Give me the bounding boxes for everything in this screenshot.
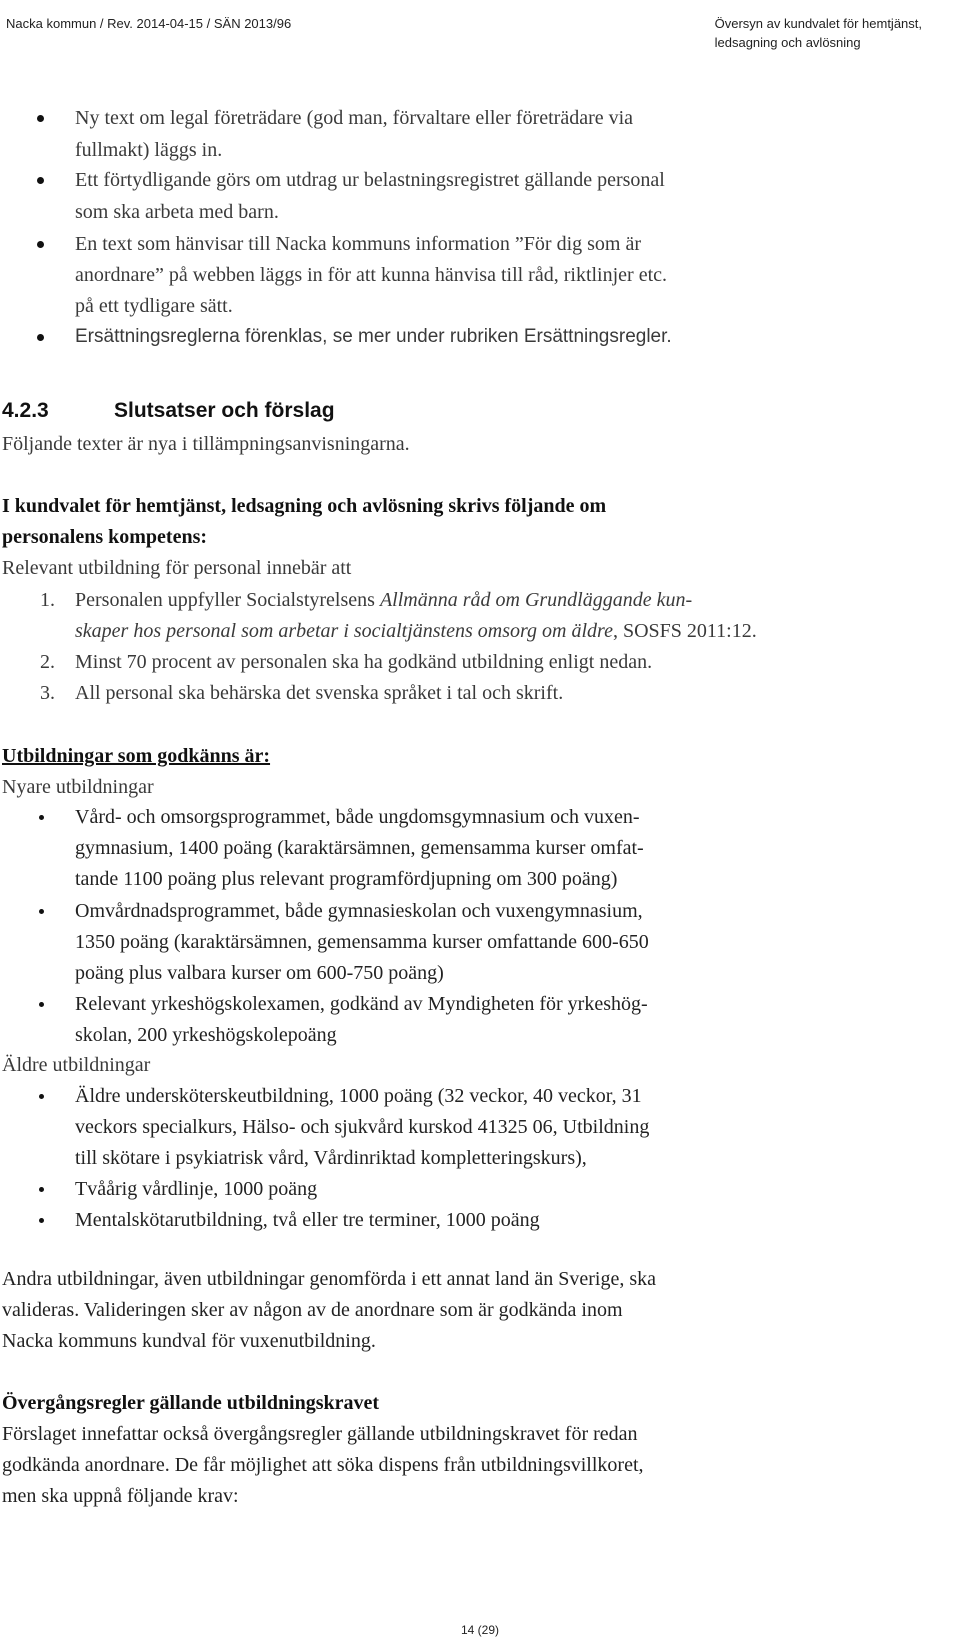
list-item-text: veckors specialkurs, Hälso- och sjukvård kurskod 41325 06, Utbildning xyxy=(75,1116,650,1138)
list-item-text: tande 1100 poäng plus relevant programfördjupning om 300 poäng) xyxy=(75,868,618,890)
header-document-title xyxy=(715,14,922,52)
section-number: 4.2.3 xyxy=(2,399,49,422)
competence-heading-line2: personalens kompetens: xyxy=(2,526,208,548)
paragraph-line: Nacka kommuns kundval för vuxenutbildning. xyxy=(2,1330,376,1352)
list-item-text: som ska arbeta med barn. xyxy=(75,201,279,223)
list-item-text: Tvåårig vårdlinje, 1000 poäng xyxy=(75,1178,318,1200)
competence-heading-line1: I kundvalet för hemtjänst, ledsagning och avlösning skrivs följande om xyxy=(2,495,607,517)
list-number: 3. xyxy=(40,682,55,704)
list-item-text: poäng plus valbara kurser om 600-750 poäng) xyxy=(75,962,444,984)
list-item-text: Mentalskötarutbildning, två eller tre terminer, 1000 poäng xyxy=(75,1209,540,1231)
list-item-text: Äldre undersköterskeutbildning, 1000 poäng (32 veckor, 40 veckor, 31 xyxy=(75,1085,642,1107)
list-item-text: gymnasium, 1400 poäng (karaktärsämnen, gemensamma kurser omfat- xyxy=(75,837,644,859)
bullet-icon xyxy=(39,1218,44,1223)
list-item-text: Vård- och omsorgsprogrammet, både ungdomsgymnasium och vuxen- xyxy=(75,806,640,828)
header-title-line2: ledsagning och avlösning xyxy=(714,35,861,50)
paragraph-line: Förslaget innefattar också övergångsregler gällande utbildningskravet för redan xyxy=(2,1423,638,1445)
older-label: Äldre utbildningar xyxy=(2,1054,151,1076)
list-item-text: fullmakt) läggs in. xyxy=(75,139,223,161)
list-item-text: Ny text om legal företrädare (god man, förvaltare eller företrädare via xyxy=(75,107,634,129)
list-item-text: anordnare” på webben läggs in för att kunna hänvisa till råd, riktlinjer etc. xyxy=(75,264,668,286)
approved-heading: Utbildningar som godkänns är: xyxy=(2,745,271,767)
list-item-text: En text som hänvisar till Nacka kommuns information ”För dig som är xyxy=(75,233,642,255)
bullet-icon xyxy=(39,1187,44,1192)
list-item-text: Relevant yrkeshögskolexamen, godkänd av Myndigheten för yrkeshög- xyxy=(75,993,648,1015)
newer-label: Nyare utbildningar xyxy=(2,776,154,798)
section-title: Slutsatser och förslag xyxy=(114,399,335,422)
list-item-text: 1350 poäng (karaktärsämnen, gemensamma kurser omfattande 600-650 xyxy=(75,931,649,953)
header-reference: Nacka kommun / Rev. 2014-04-15 / SÄN 2013/96 xyxy=(6,16,292,31)
list-item-text: Ersättningsreglerna förenklas, se mer under rubriken Ersättningsregler. xyxy=(75,326,672,347)
publication-title-cont: skaper hos personal som arbetar i socialtjänstens omsorg om äldre xyxy=(75,620,613,642)
header-title-line1: Översyn av kundvalet för hemtjänst, xyxy=(714,16,922,31)
bullet-icon xyxy=(39,1002,44,1007)
list-item-text: skolan, 200 yrkeshögskolepoäng xyxy=(75,1024,337,1046)
section-heading xyxy=(2,395,335,427)
bullet-icon xyxy=(37,177,44,184)
list-item-text xyxy=(75,584,692,616)
paragraph-line: godkända anordnare. De får möjlighet att söka dispens från utbildningsvillkoret, xyxy=(2,1454,644,1476)
list-item-text: till skötare i psykiatrisk vård, Vårdinriktad kompletteringskurs), xyxy=(75,1147,587,1169)
section-intro: Följande texter är nya i tillämpningsanvisningarna. xyxy=(2,433,410,455)
bullet-icon xyxy=(37,115,44,122)
paragraph-line: men ska uppnå följande krav: xyxy=(2,1485,239,1507)
bullet-icon xyxy=(39,909,44,914)
list-number: 2. xyxy=(40,651,55,673)
list-item-text: Ett förtydligande görs om utdrag ur belastningsregistret gällande personal xyxy=(75,169,665,191)
list-item-text: på ett tydligare sätt. xyxy=(75,295,233,317)
bullet-icon xyxy=(37,334,44,341)
bullet-icon xyxy=(37,241,44,248)
transition-heading: Övergångsregler gällande utbildningskravet xyxy=(2,1392,380,1414)
publication-title: Allmänna råd om Grundläggande kun- xyxy=(379,589,693,611)
page-number: 14 (29) xyxy=(460,1623,500,1637)
list-item-text: Omvårdnadsprogrammet, både gymnasieskolan och vuxengymnasium, xyxy=(75,900,643,922)
item-text: , SOSFS 2011:12. xyxy=(612,620,757,642)
list-number: 1. xyxy=(40,589,55,611)
paragraph-line: valideras. Valideringen sker av någon av de anordnare som är godkända inom xyxy=(2,1299,623,1321)
bullet-icon xyxy=(39,815,44,820)
paragraph-line: Andra utbildningar, även utbildningar genomförda i ett annat land än Sverige, ska xyxy=(2,1268,657,1290)
bullet-icon xyxy=(39,1094,44,1099)
competence-lead: Relevant utbildning för personal innebär att xyxy=(2,557,352,579)
list-item-text xyxy=(75,615,757,647)
list-item-text: Minst 70 procent av personalen ska ha godkänd utbildning enligt nedan. xyxy=(75,651,653,673)
item-text: Personalen uppfyller Socialstyrelsens xyxy=(75,589,380,611)
list-item-text: All personal ska behärska det svenska språket i tal och skrift. xyxy=(75,682,564,704)
